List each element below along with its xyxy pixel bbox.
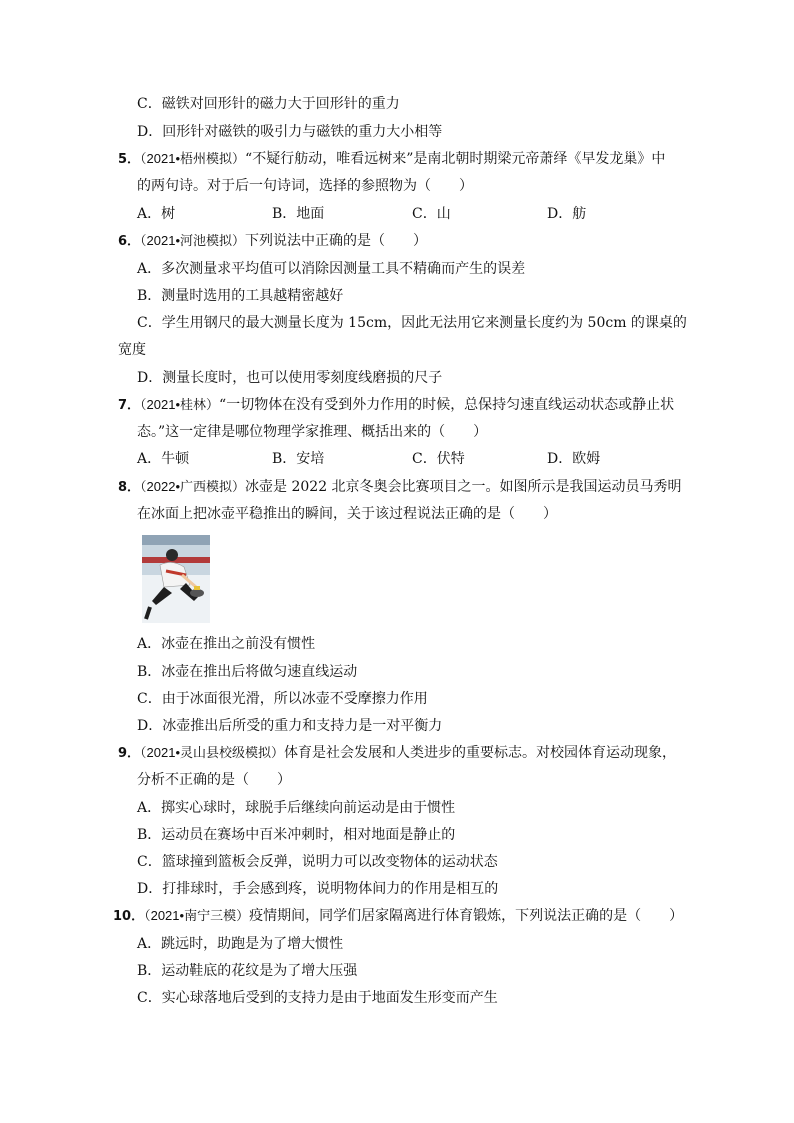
text-line-q8oC	[137, 690, 428, 708]
question-source: （2021•河池模拟）	[140, 233, 246, 248]
text-line-q10a	[113, 907, 683, 926]
answer-option: D．舫	[547, 206, 587, 222]
answer-option: C．伏特	[412, 451, 465, 467]
text-line-q6oC2	[118, 341, 146, 359]
line-text: C．磁铁对回形针的磁力大于回形针的重力	[137, 96, 400, 112]
text-line-q9b	[137, 771, 291, 789]
question-number: 5．	[118, 152, 141, 167]
text-line-q5a	[118, 150, 665, 169]
answer-option: B．地面	[272, 206, 325, 222]
answer-option: C．山	[412, 206, 451, 222]
question-number: 6．	[118, 234, 141, 249]
line-text: 分析不正确的是（ ）	[137, 772, 291, 788]
text-line-q8b	[137, 505, 557, 523]
line-text: D．打排球时，手会感到疼，说明物体间力的作用是相互的	[137, 881, 499, 897]
line-text: D．测量长度时，也可以使用零刻度线磨损的尺子	[137, 370, 443, 386]
text-line-q6oA	[137, 260, 525, 278]
text-line-q8oA	[137, 635, 315, 653]
line-text: B．运动员在赛场中百米冲刺时，相对地面是静止的	[137, 827, 456, 843]
answer-option: B．安培	[272, 451, 325, 467]
line-text: A．掷实心球时，球脱手后继续向前运动是由于惯性	[137, 800, 456, 816]
curling-athlete-photo	[142, 535, 210, 623]
text-line-q6oC1	[137, 314, 687, 332]
line-text: 冰壶是 2022 北京冬奥会比赛项目之一。如图所示是我国运动员马秀明	[245, 479, 682, 495]
line-text: B．测量时选用的工具越精密越好	[137, 288, 344, 304]
text-line-q7a	[118, 396, 674, 415]
question-source: （2021•梧州模拟）	[140, 151, 246, 166]
line-text: “一切物体在没有受到外力作用的时候，总保持匀速直线运动状态或静止状	[219, 397, 675, 413]
line-text: D．回形针对磁铁的吸引力与磁铁的重力大小相等	[137, 124, 443, 140]
answer-option: A．树	[137, 206, 176, 222]
line-text: A．跳远时，助跑是为了增大惯性	[137, 936, 344, 952]
line-text: 下列说法中正确的是（ ）	[245, 233, 428, 249]
text-line-q10oA	[137, 935, 343, 953]
text-line-q9oA	[137, 799, 455, 817]
line-text: B．运动鞋底的花纹是为了增大压强	[137, 963, 358, 979]
line-text: 体育是社会发展和人类进步的重要标志。对校园体育运动现象，	[284, 745, 677, 761]
question-source: （2021•灵山县校级模拟）	[140, 745, 285, 760]
text-line-q7b	[137, 423, 487, 441]
question-number: 7．	[118, 398, 141, 413]
text-line-q4c	[137, 95, 400, 113]
question-number: 8．	[118, 480, 141, 495]
line-text: “不疑行舫动，唯看远树来”是南北朝时期梁元帝萧绎《早发龙巢》中	[245, 151, 666, 167]
text-line-q6oD	[137, 369, 442, 387]
text-line-q10oC	[137, 989, 498, 1007]
text-line-q9oD	[137, 880, 498, 898]
text-line-q8a	[118, 478, 682, 497]
line-text: C．实心球落地后受到的支持力是由于地面发生形变而产生	[137, 990, 498, 1006]
text-line-q9oC	[137, 853, 498, 871]
text-line-q8oB	[137, 663, 357, 681]
question-source: （2021•桂林）	[140, 397, 220, 412]
line-text: A．多次测量求平均值可以消除因测量工具不精确而产生的误差	[137, 261, 526, 277]
answer-option: D．欧姆	[547, 451, 601, 467]
text-line-q8oD	[137, 717, 442, 735]
line-text: 疫情期间，同学们居家隔离进行体育锻炼，下列说法正确的是（ ）	[249, 908, 684, 924]
line-text: A．冰壶在推出之前没有惯性	[137, 636, 316, 652]
text-line-q5b	[137, 177, 473, 195]
line-text: C．由于冰面很光滑，所以冰壶不受摩擦力作用	[137, 691, 428, 707]
text-line-q4d	[137, 123, 442, 141]
line-text: C．学生用钢尺的最大测量长度为 15cm，因此无法用它来测量长度约为 50cm 的课桌的	[137, 315, 687, 331]
line-text: D．冰壶推出后所受的重力和支持力是一对平衡力	[137, 718, 443, 734]
text-line-q9a	[118, 744, 676, 763]
question-source: （2022•广西模拟）	[140, 479, 246, 494]
line-text: 宽度	[118, 342, 146, 358]
question-number: 10．	[113, 909, 145, 924]
text-line-q10oB	[137, 962, 357, 980]
answer-option: A．牛顿	[137, 451, 190, 467]
line-text: 的两句诗。对于后一句诗词，选择的参照物为（ ）	[137, 178, 473, 194]
line-text: B．冰壶在推出后将做匀速直线运动	[137, 664, 358, 680]
curling-athlete-illustration	[142, 535, 210, 623]
line-text: 在冰面上把冰壶平稳推出的瞬间，关于该过程说法正确的是（ ）	[137, 506, 557, 522]
line-text: 态。”这一定律是哪位物理学家推理、概括出来的（ ）	[137, 424, 488, 440]
text-line-q6oB	[137, 287, 343, 305]
question-number: 9．	[118, 746, 141, 761]
text-line-q6a	[118, 232, 427, 251]
text-line-q9oB	[137, 826, 455, 844]
line-text: C．篮球撞到篮板会反弹，说明力可以改变物体的运动状态	[137, 854, 498, 870]
question-source: （2021•南宁三模）	[144, 908, 250, 923]
